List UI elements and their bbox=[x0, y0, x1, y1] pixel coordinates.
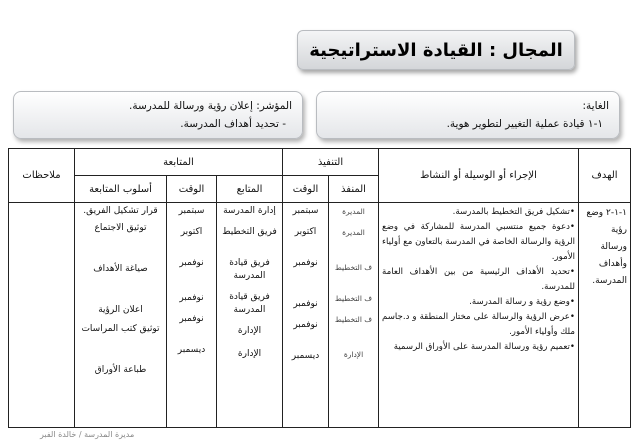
footer-signature: مديرة المدرسة / خالدة الفبر bbox=[40, 430, 135, 439]
procedure-item: •دعوة جميع منتسبي المدرسة للمشاركة في وضع الرؤية والرسالة الخاصة في المدرسة بالتعاون مع أولياء الأمور. bbox=[382, 222, 575, 262]
header-methods: أسلوب المتابعة bbox=[75, 176, 167, 203]
header-execution: التنفيذ bbox=[283, 149, 379, 176]
method-item: طباعة الأوراق bbox=[94, 365, 147, 375]
goal-label: الغاية: bbox=[582, 100, 609, 112]
procedure-cell bbox=[379, 203, 579, 428]
method-item: توثيق كتب المراسات bbox=[81, 324, 160, 334]
procedure-item: •تعميم رؤية ورسالة المدرسة على الأوراق الرسمية bbox=[393, 342, 575, 352]
header-goal: الهدف bbox=[579, 149, 631, 203]
executor-item: ف التخطيط bbox=[334, 294, 373, 303]
indicator-box bbox=[13, 91, 303, 139]
method-item: صياغة الأهداف bbox=[93, 264, 148, 274]
follow-time-item: نوفمبر bbox=[179, 258, 204, 268]
indicator-label: المؤشر: إعلان رؤية ورسالة للمدرسة. bbox=[128, 100, 292, 112]
method-item: اعلان الرؤية bbox=[98, 305, 143, 315]
procedure-item: •عرض الرؤية والرسالة على مختار المنطقة و د.جاسم ملك وأولياء الأمور. bbox=[382, 312, 575, 337]
executor-item: الإدارة bbox=[343, 350, 364, 359]
follower-item: فريق قيادة المدرسة bbox=[229, 258, 270, 281]
method-item: قرار تشكيل الفريق. bbox=[83, 206, 158, 216]
follow-time-item: سبتمبر bbox=[178, 206, 205, 216]
header-executor: المنفذ bbox=[329, 176, 379, 203]
exec-time-cell bbox=[283, 203, 329, 428]
executor-item: المديرة bbox=[342, 228, 365, 237]
follower-item: فريق التخطيط bbox=[222, 227, 277, 237]
executor-item: المديرة bbox=[342, 207, 365, 216]
follow-time-item: نوفمبر bbox=[179, 314, 204, 324]
follow-time-item: اكتوبر bbox=[180, 227, 203, 237]
exec-time-item: سبتمبر bbox=[292, 206, 319, 216]
procedure-item: •وضع رؤية و رسالة المدرسة. bbox=[469, 297, 575, 307]
header-time: الوقت bbox=[283, 176, 329, 203]
exec-time-item: ديسمبر bbox=[291, 351, 320, 361]
follow-time-item: نوفمبر bbox=[179, 293, 204, 303]
header-follow-time: الوقت bbox=[167, 176, 217, 203]
indicator-text: - تحديد أهداف المدرسة. bbox=[180, 118, 286, 130]
follow-time-cell bbox=[167, 203, 217, 428]
follower-item: الإدارة bbox=[237, 326, 262, 336]
page-title: المجال : القيادة الاستراتيجية bbox=[297, 30, 575, 70]
exec-time-item: نوفمبر bbox=[293, 320, 318, 330]
notes-cell bbox=[9, 203, 75, 428]
exec-time-item: نوفمبر bbox=[293, 258, 318, 268]
goal-cell: ١-١-٢ وضع رؤية ورسالة وأهداف المدرسة. bbox=[579, 203, 631, 428]
header-monitoring: المتابعة bbox=[75, 149, 283, 176]
executor-cell bbox=[329, 203, 379, 428]
follower-item: الإدارة bbox=[237, 349, 262, 359]
exec-time-item: اكتوبر bbox=[294, 227, 317, 237]
executor-item: ف التخطيط bbox=[334, 315, 373, 324]
header-notes: ملاحظات bbox=[9, 149, 75, 203]
follower-item: فريق قيادة المدرسة bbox=[229, 292, 270, 315]
follower-item: إدارة المدرسة bbox=[223, 206, 276, 216]
exec-time-item: نوفمبر bbox=[293, 299, 318, 309]
goal-box bbox=[316, 91, 620, 139]
header-follower: المتابع bbox=[217, 176, 283, 203]
goal-text: ١-١ قيادة عملية التغيير لتطوير هوية. bbox=[446, 118, 603, 130]
methods-cell bbox=[75, 203, 167, 428]
procedure-item: •تحديد الأهداف الرئيسية من بين الأهداف العامة للمدرسة. bbox=[382, 267, 575, 292]
method-item: توثيق الاجتماع bbox=[94, 223, 147, 233]
procedure-item: •تشكيل فريق التخطيط بالمدرسة. bbox=[452, 207, 575, 217]
executor-item: ف التخطيط bbox=[334, 263, 373, 272]
plan-table bbox=[8, 148, 631, 428]
header-procedure: الإجراء أو الوسيلة أو النشاط bbox=[379, 149, 579, 203]
follow-time-item: ديسمبر bbox=[177, 345, 206, 355]
follower-cell bbox=[217, 203, 283, 428]
